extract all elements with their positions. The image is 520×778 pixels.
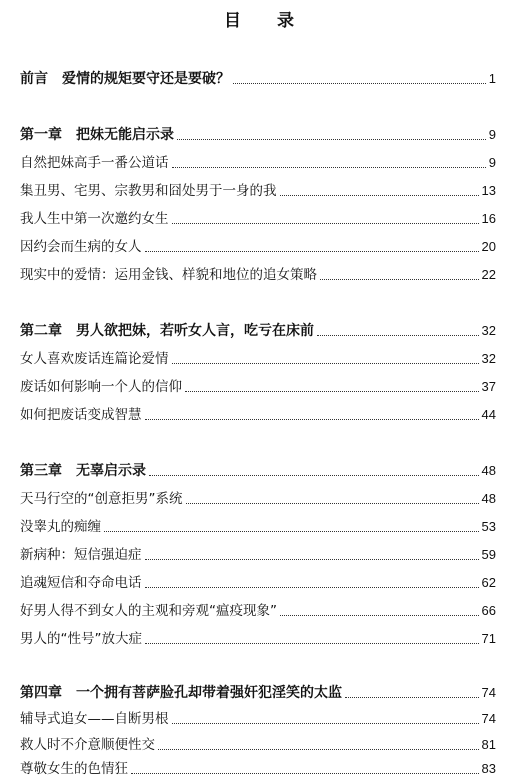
- toc-chapter-2[interactable]: [20, 318, 496, 340]
- page-number: 1: [488, 71, 496, 86]
- section-label: 自然把妹高手一番公道话: [20, 155, 169, 171]
- dot-leader: [185, 391, 479, 392]
- section-label: 女人喜欢废话连篇论爱情: [20, 351, 169, 367]
- chapter-prefix: 第三章: [20, 463, 62, 479]
- page-number: 32: [481, 351, 496, 366]
- dot-leader: [345, 697, 479, 698]
- dot-leader: [172, 723, 479, 724]
- page-number: 20: [481, 239, 496, 254]
- page-number: 32: [481, 323, 496, 338]
- dot-leader: [131, 773, 479, 774]
- preface-prefix: 前言: [20, 71, 48, 87]
- dot-leader: [145, 559, 479, 560]
- toc-preface[interactable]: [20, 66, 496, 88]
- dot-leader: [104, 531, 479, 532]
- section-label: 新病种：短信强迫症: [20, 547, 142, 563]
- toc-section[interactable]: [20, 374, 496, 396]
- dot-leader: [233, 83, 486, 84]
- toc-section[interactable]: [20, 706, 496, 728]
- page-number: 48: [481, 491, 496, 506]
- page-title: [0, 6, 520, 31]
- section-label: 辅导式追女——自断男根: [20, 711, 169, 727]
- toc-section[interactable]: [20, 346, 496, 368]
- dot-leader: [145, 587, 479, 588]
- toc-chapter-4[interactable]: [20, 680, 496, 702]
- dot-leader: [158, 749, 479, 750]
- toc-section[interactable]: [20, 626, 496, 648]
- page-number: 13: [481, 183, 496, 198]
- section-label: 废话如何影响一个人的信仰: [20, 379, 182, 395]
- dot-leader: [172, 167, 486, 168]
- dot-leader: [280, 615, 479, 616]
- section-label: 我人生中第一次邀约女生: [20, 211, 169, 227]
- dot-leader: [280, 195, 479, 196]
- toc-section[interactable]: [20, 150, 496, 172]
- chapter-label: 无辜启示录: [76, 463, 146, 479]
- section-label: 男人的“性号”放大症: [20, 631, 142, 647]
- page-number: 44: [481, 407, 496, 422]
- section-label: 因约会而生病的女人: [20, 239, 142, 255]
- toc-section[interactable]: [20, 402, 496, 424]
- page-number: 37: [481, 379, 496, 394]
- section-label: 救人时不介意顺便性交: [20, 737, 155, 753]
- toc-section[interactable]: [20, 234, 496, 256]
- dot-leader: [186, 503, 479, 504]
- section-label: 尊敬女生的色情狂: [20, 761, 128, 777]
- page-number: 9: [488, 127, 496, 142]
- dot-leader: [320, 279, 479, 280]
- dot-leader: [145, 643, 479, 644]
- dot-leader: [145, 419, 479, 420]
- preface-label: 爱情的规矩要守还是要破？: [62, 71, 230, 87]
- toc-section[interactable]: [20, 178, 496, 200]
- chapter-prefix: 第四章: [20, 685, 62, 701]
- dot-leader: [177, 139, 486, 140]
- toc-section[interactable]: [20, 598, 496, 620]
- page-number: 66: [481, 603, 496, 618]
- page-number: 81: [481, 737, 496, 752]
- page-number: 48: [481, 463, 496, 478]
- dot-leader: [172, 223, 479, 224]
- toc-section[interactable]: [20, 732, 496, 754]
- chapter-label: 男人欲把妹，若听女人言，吃亏在床前: [76, 323, 314, 339]
- chapter-prefix: 第一章: [20, 127, 62, 143]
- section-label: 没睾丸的痴缠: [20, 519, 101, 535]
- page-number: 53: [481, 519, 496, 534]
- dot-leader: [149, 475, 479, 476]
- dot-leader: [172, 363, 479, 364]
- section-label: 集丑男、宅男、宗教男和囧处男于一身的我: [20, 183, 277, 199]
- toc-section[interactable]: [20, 262, 496, 284]
- page-number: 71: [481, 631, 496, 646]
- title-char-right: 录: [277, 11, 296, 31]
- dot-leader: [317, 335, 479, 336]
- section-label: 如何把废话变成智慧: [20, 407, 142, 423]
- toc-chapter-1[interactable]: [20, 122, 496, 144]
- page-number: 83: [481, 761, 496, 776]
- page-number: 9: [488, 155, 496, 170]
- toc-section[interactable]: [20, 206, 496, 228]
- toc-section[interactable]: [20, 514, 496, 536]
- page-number: 74: [481, 711, 496, 726]
- chapter-label: 把妹无能启示录: [76, 127, 174, 143]
- section-label: 天马行空的“创意拒男”系统: [20, 491, 183, 507]
- chapter-prefix: 第二章: [20, 323, 62, 339]
- page-number: 62: [481, 575, 496, 590]
- title-char-left: 目: [224, 11, 243, 31]
- section-label: 追魂短信和夺命电话: [20, 575, 142, 591]
- section-label: 好男人得不到女人的主观和旁观“瘟疫现象”: [20, 603, 277, 619]
- toc-section[interactable]: [20, 486, 496, 508]
- dot-leader: [145, 251, 479, 252]
- toc-section[interactable]: [20, 756, 496, 778]
- page-number: 22: [481, 267, 496, 282]
- chapter-label: 一个拥有菩萨脸孔却带着强奸犯淫笑的太监: [76, 685, 342, 701]
- toc-chapter-3[interactable]: [20, 458, 496, 480]
- page-number: 16: [481, 211, 496, 226]
- page-number: 74: [481, 685, 496, 700]
- toc-section[interactable]: [20, 570, 496, 592]
- page-number: 59: [481, 547, 496, 562]
- toc-section[interactable]: [20, 542, 496, 564]
- section-label: 现实中的爱情：运用金钱、样貌和地位的追女策略: [20, 267, 317, 283]
